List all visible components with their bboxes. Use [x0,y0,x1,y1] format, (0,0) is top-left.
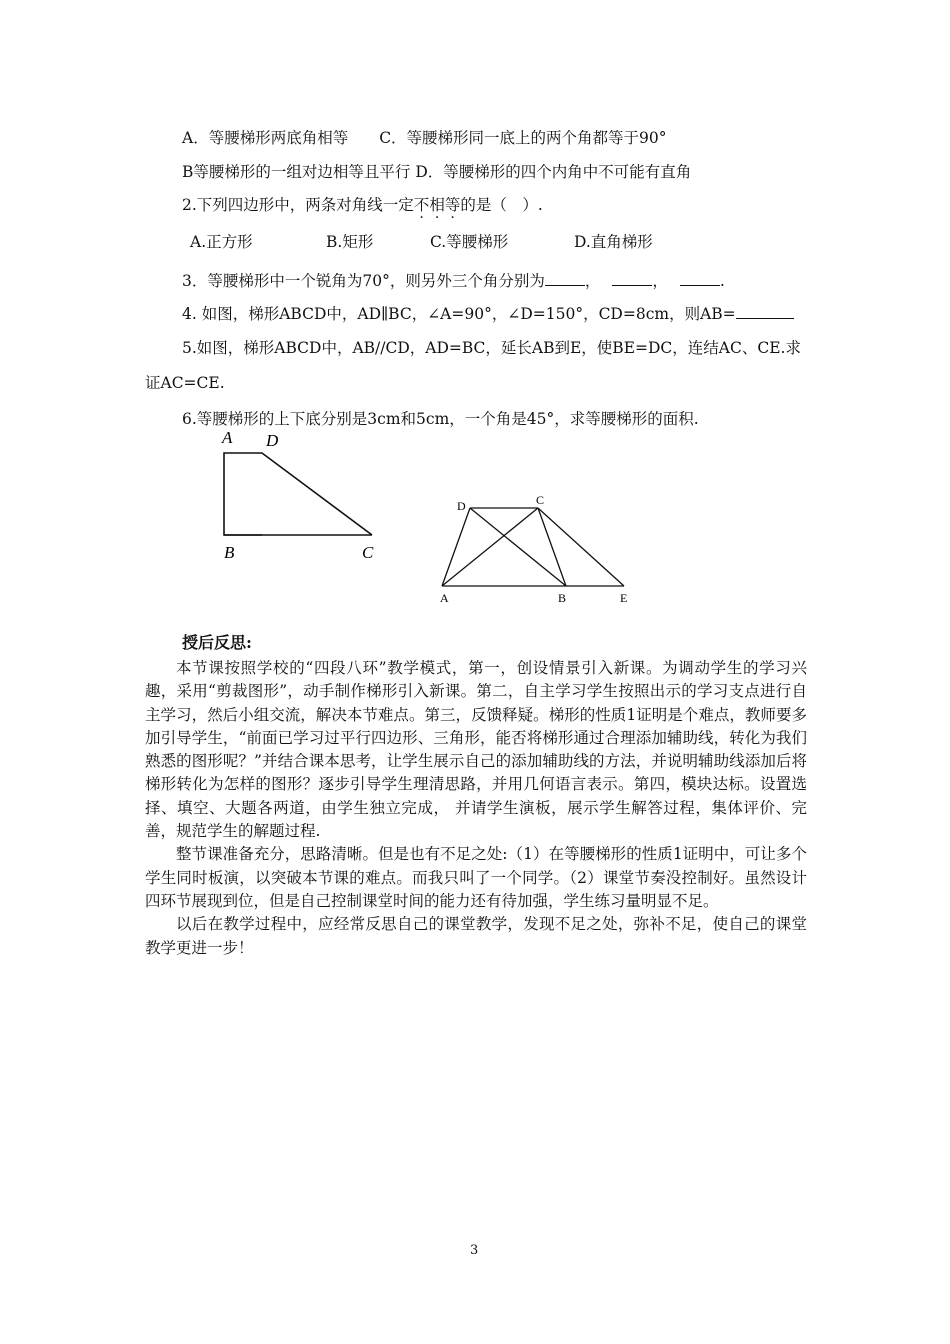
reflection-body [145,657,807,960]
page-number: 3 [470,1243,479,1258]
reflection-heading: 授后反思: [182,633,252,652]
q2-emphasis-char: 不 [413,196,430,214]
q3-separator: ， [652,272,668,290]
label-e: E [620,591,628,605]
q3-answer-blank-3 [680,270,720,286]
reflection-paragraph: 以后在教学过程中，应经常反思自己的课堂教学，发现不足之处，弥补不足，使自己的课堂教学更进一步！ [145,915,807,957]
q5-line-1: 5.如图，梯形ABCD中，AB//CD，AD=BC，延长AB到E，使BE=DC，连结AC、CE.求 [182,339,801,357]
q2-suffix: 的是（ ）. [460,196,543,214]
q2-option-c: C.等腰梯形 [430,233,509,251]
q2-option-b: B.矩形 [326,233,374,251]
reflection-paragraph: 整节课准备充分，思路清晰。但是也有不足之处:（1）在等腰梯形的性质1证明中，可让多个学生同时板演，以突破本节课的难点。而我只叫了一个同学。（2）课堂节奏没控制好。虽然设计四环节展现到位，但是自己控制课堂时间的能力还有待加强，学生练习量明显不足。 [145,845,807,910]
label-a: A [440,591,449,605]
q2-line [182,195,543,215]
label-b: B [558,591,567,605]
q4-text: 4. 如图，梯形ABCD中，AD∥BC，∠A=90°，∠D=150°，CD=8cm，则AB= [182,305,736,323]
q4-line [182,303,794,324]
q6-line: 6.等腰梯形的上下底分别是3cm和5cm，一个角是45°，求等腰梯形的面积. [182,410,699,428]
q3-separator: ， [584,272,601,290]
label-c: C [536,493,545,507]
q1-line-1: A．等腰梯形两底角相等 C．等腰梯形同一底上的两个角都等于90° [182,129,667,147]
trapezoid-1-outline [224,453,372,535]
q4-answer-blank [736,303,794,319]
label-d: D [266,431,279,450]
q2-option-d: D.直角梯形 [574,233,653,251]
label-c: C [362,543,374,562]
label-a: A [222,428,233,447]
q2-prefix: 2.下列四边形中，两条对角线一定 [182,196,414,214]
q2-emphasis-char: 相 [429,196,445,214]
label-b: B [224,543,235,562]
q2-option-a: A.正方形 [190,233,253,251]
reflection-paragraph: 本节课按照学校的“四段八环”教学模式，第一，创设情景引入新课。为调动学生的学习兴趣，采用“剪裁图形”，动手制作梯形引入新课。第二，自主学习学生按照出示的学习支点进行自主学习，然后小组交流，解决本节难点。第三，反馈释疑。梯形的性质1证明是个难点，教师要多加引导学生，“前面已学习过平行四边形、三角形，能否将梯形通过合理添加辅助线，转化为我们熟悉的图形呢？”并结合课本思考，让学生展示自己的添加辅助线的方法，并说明辅助线添加后将梯形转化为怎样的图形？逐步引导学生理清思路，并用几何语言表示。第四，模块达标。设置选择、填空、大题各两道，由学生独立完成， 并请学生演板，展示学生解答过程，集体评价、完善，规范学生的解题过程. [145,659,807,841]
q2-emphasis-char: 等 [444,196,461,214]
q3-end: . [719,272,725,290]
trapezoid-figure-1 [210,425,390,570]
q3-answer-blank-1 [545,270,585,286]
q3-answer-blank-2 [612,270,652,286]
q1-line-2: B等腰梯形的一组对边相等且平行 D．等腰梯形的四个内角中不可能有直角 [182,163,692,181]
label-d: D [457,499,466,513]
q3-text: 3．等腰梯形中一个锐角为70°，则另外三个角分别为 [182,272,545,290]
q5-line-2: 证AC=CE. [145,374,225,392]
q3-line [182,270,725,291]
trapezoid-figure-2 [430,490,640,610]
